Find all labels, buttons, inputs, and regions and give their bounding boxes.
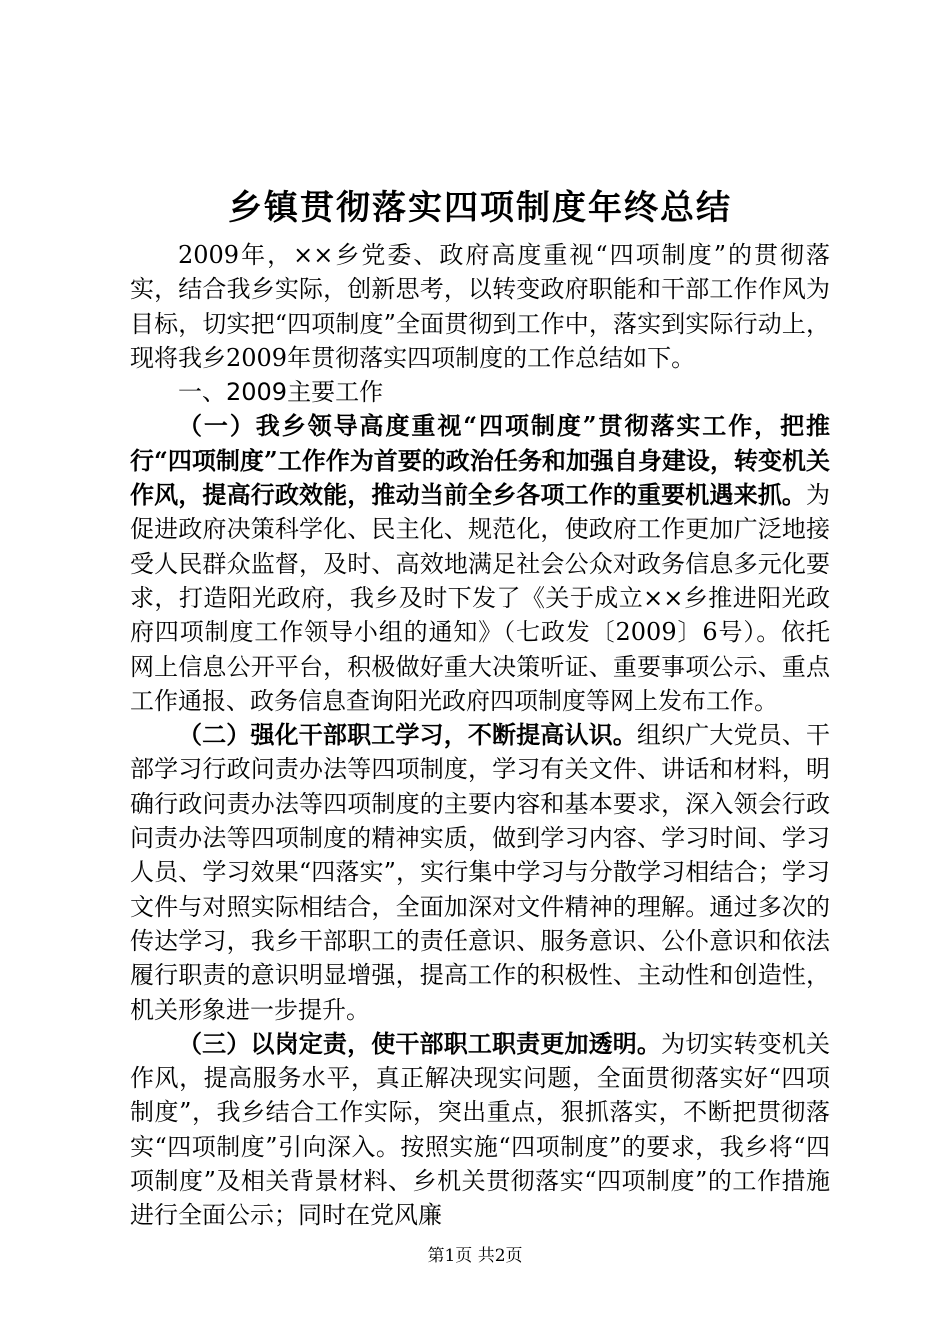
item-paragraph-1: [130, 409, 830, 718]
item-body-2: 组织广大党员、干部学习行政问责办法等四项制度，学习有关文件、讲话和材料，明确行政问责办法等四项制度的主要内容和基本要求，深入领会行政问责办法等四项制度的精神实质，做到学习内容、学习时间、学习人员、学习效果“四落实”，实行集中学习与分散学习相结合；学习文件与对照实际相结合，全面加深对文件精神的理解。通过多次的传达学习，我乡干部职工的责任意识、服务意识、公仆意识和依法履行职责的意识明显增强，提高工作的积极性、主动性和创造性，机关形象进一步提升。: [130, 721, 830, 1024]
item-lead-1: （一）我乡领导高度重视“四项制度”贯彻落实工作，把推行“四项制度”工作作为首要的政治任务和加强自身建设，转变机关作风，提高行政效能，推动当前全乡各项工作的重要机遇来抓。: [130, 411, 830, 510]
item-body-1: 为促进政府决策科学化、民主化、规范化，使政府工作更加广泛地接受人民群众监督，及时、高效地满足社会公众对政务信息多元化要求，打造阳光政府，我乡及时下发了《关于成立××乡推进阳光政府四项制度工作领导小组的通知》（七政发〔2009〕6号）。依托网上信息公开平台，积极做好重大决策听证、重要事项公示、重点工作通报、政务信息查询阳光政府四项制度等网上发布工作。: [130, 481, 830, 715]
page-footer: 第1页 共2页: [427, 1246, 523, 1266]
document-page: [130, 180, 830, 1233]
item-lead-3: （三）以岗定责，使干部职工职责更加透明。: [178, 1028, 662, 1058]
item-paragraph-3: [130, 1027, 830, 1233]
item-paragraph-2: [130, 718, 830, 1027]
section-heading: 一、2009主要工作: [178, 378, 384, 407]
document-title: 乡镇贯彻落实四项制度年终总结: [228, 188, 732, 228]
item-lead-2: （二）强化干部职工学习，不断提高认识。: [178, 720, 637, 750]
intro-paragraph: 2009年，××乡党委、政府高度重视“四项制度”的贯彻落实，结合我乡实际，创新思考，以转变政府职能和干部工作作风为目标，切实把“四项制度”全面贯彻到工作中，落实到实际行动上，现将我乡2009年贯彻落实四项制度的工作总结如下。: [130, 241, 830, 372]
item-body-3: 为切实转变机关作风，提高服务水平，真正解决现实问题，全面贯彻落实好“四项制度”，我乡结合工作实际，突出重点，狠抓落实，不断把贯彻落实“四项制度”引向深入。按照实施“四项制度”的要求，我乡将“四项制度”及相关背景材料、乡机关贯彻落实“四项制度”的工作措施进行全面公示；同时在党风廉: [130, 1029, 831, 1230]
